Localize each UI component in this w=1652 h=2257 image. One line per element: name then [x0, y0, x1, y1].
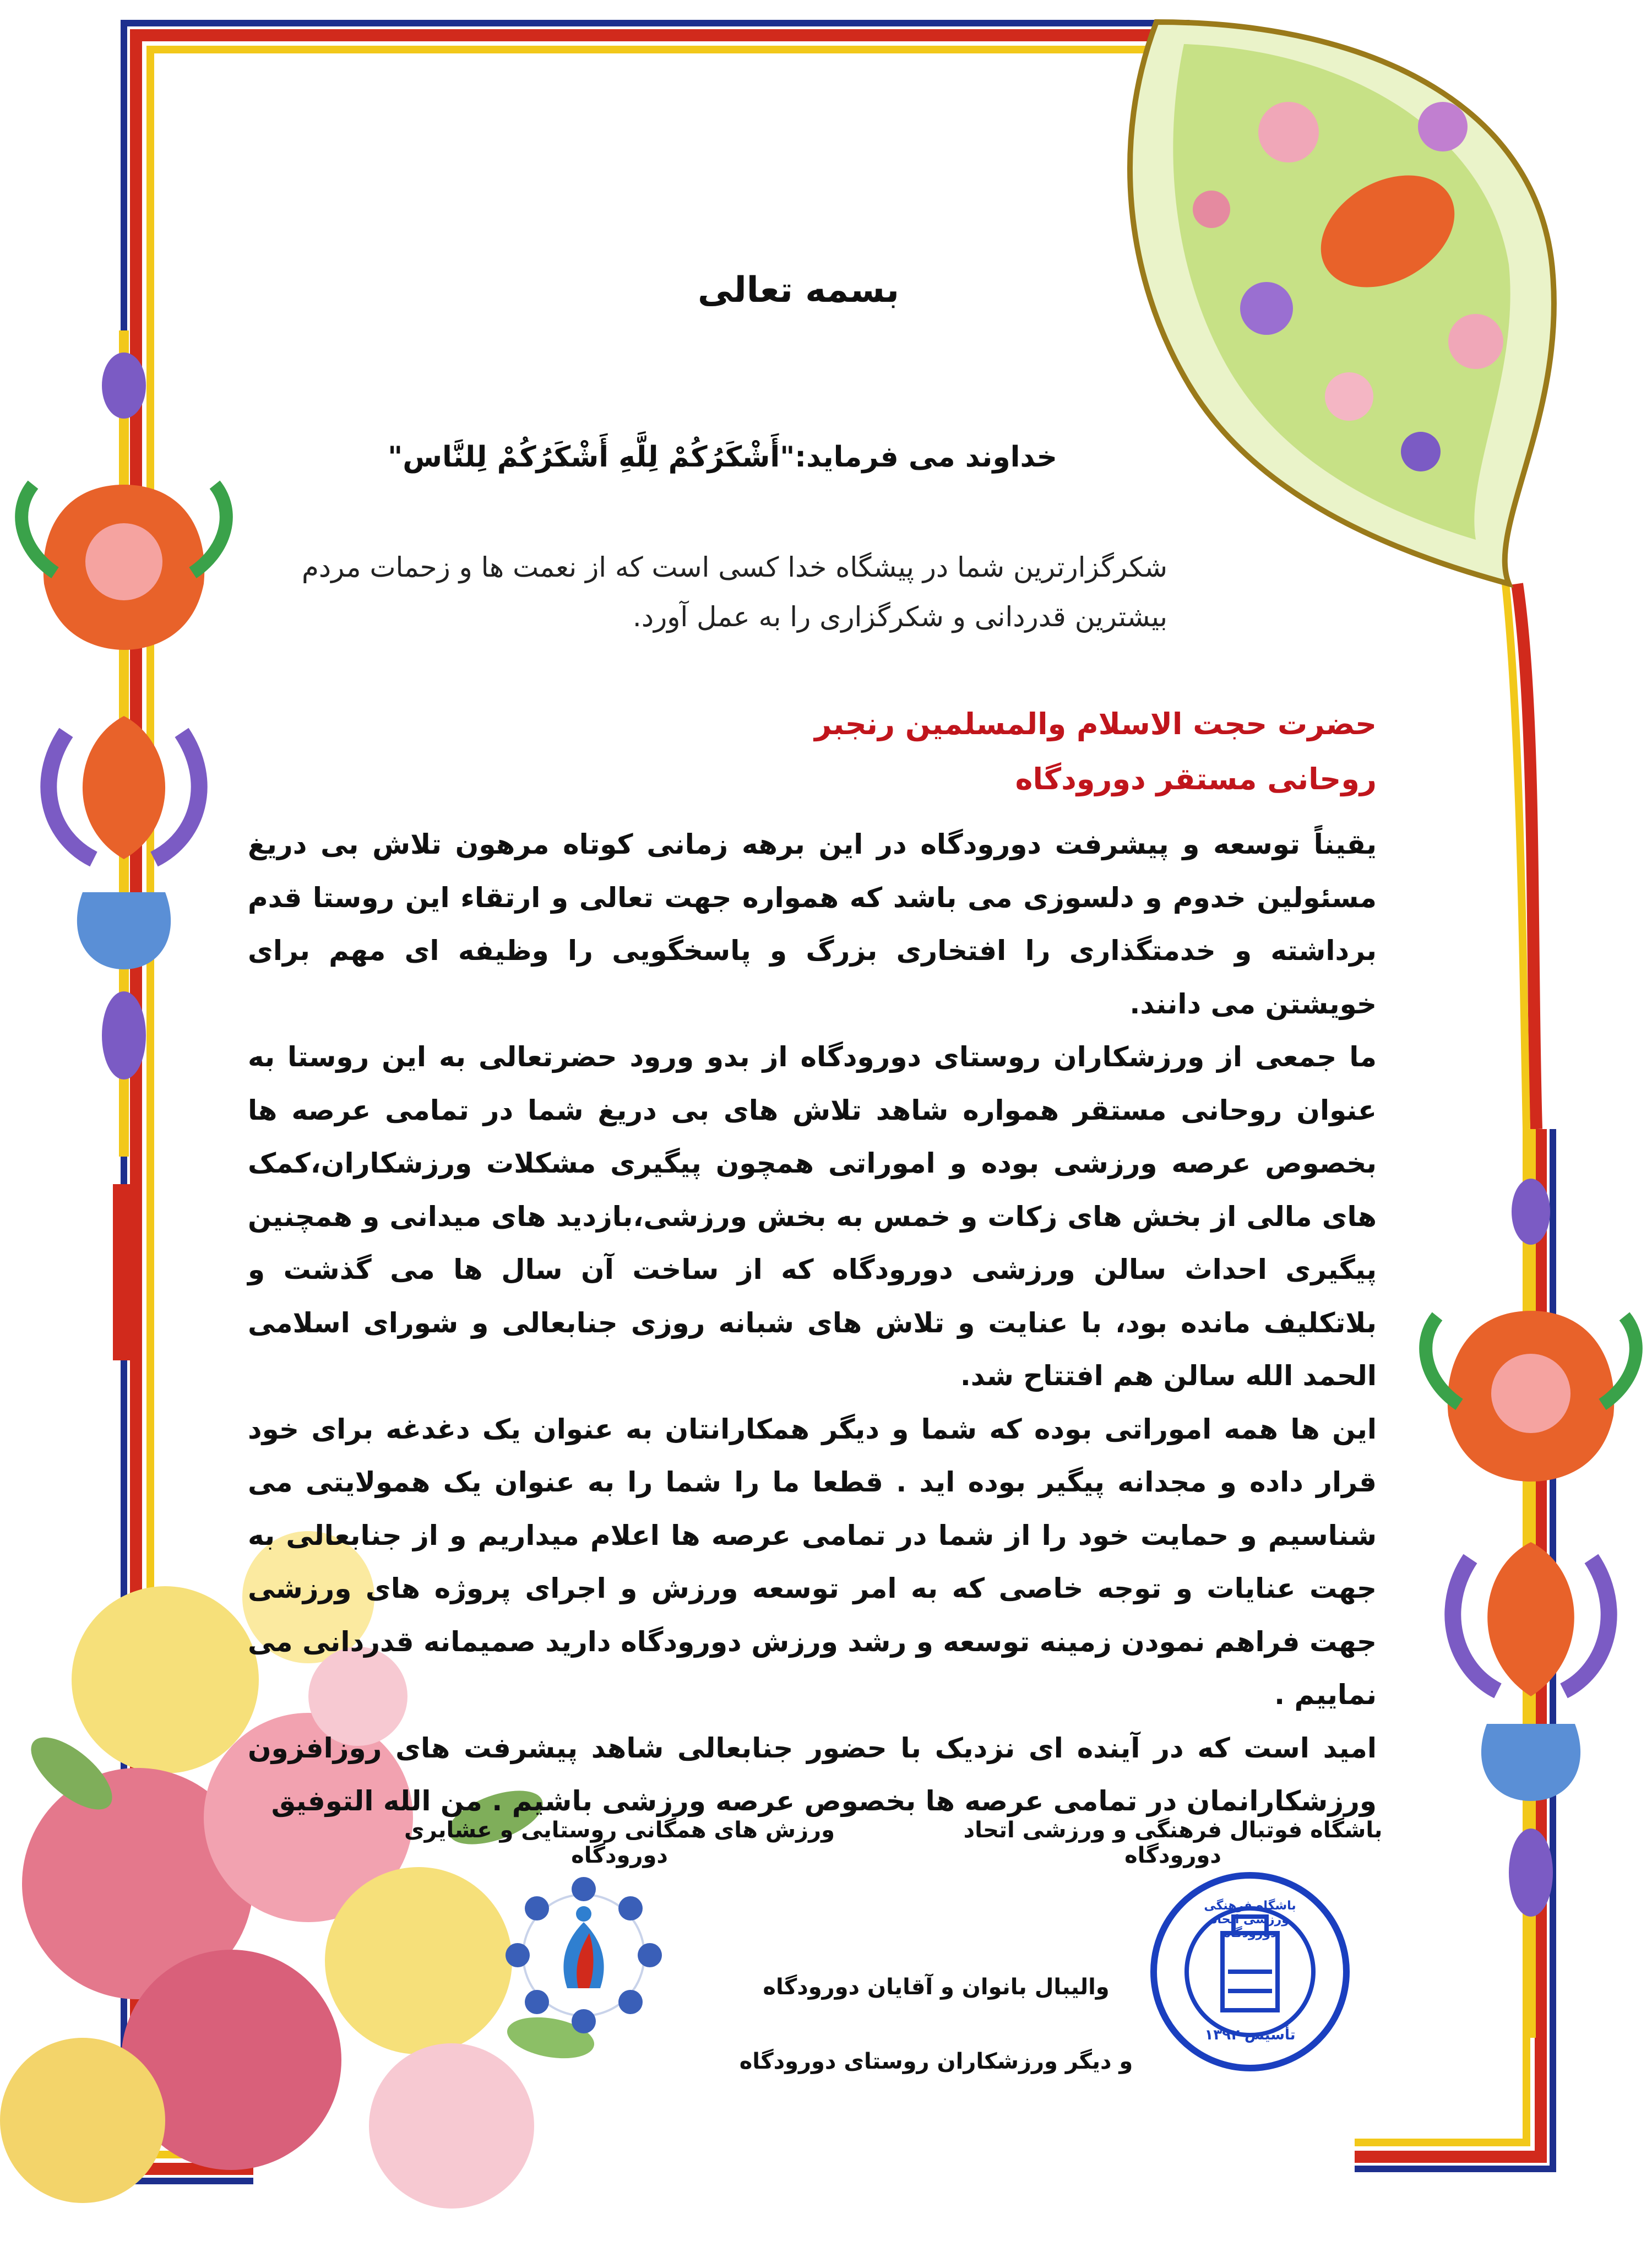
signature-volleyball: والیبال بانوان و آقایان دورودگاه	[763, 1974, 1110, 2000]
page-heading: بسمه تعالی	[697, 270, 900, 311]
body-paragraph-1: یقیناً توسعه و پیشرفت دورودگاه در این برهه زمانی کوتاه مرهون تلاش بی دریغ مسئولین خدوم و دلسوزی می باشد که همواره جهت تعالی و ارتقاء این روستا قدم برداشته و خدمتگذاری را افتخاری بزرگ و پاسخگویی را وظیفه ای مهم برای خویشتن می دانند.	[248, 828, 1377, 1020]
sports-logo	[506, 1877, 662, 2033]
signature-others: و دیگر ورزشکاران روستای دورودگاه	[739, 2049, 1133, 2074]
stamp-bottom-text: تأسیس ۱۳۹۲	[1204, 2027, 1296, 2043]
body-paragraph-4: امید است که در آینده ای نزدیک با حضور جنابعالی شاهد پیشرفت های روزافزون ورزشکارانمان در تمامی عرصه ها بخصوص عرصه ورزشی باشیم . من الله التوفیق	[248, 1732, 1377, 1817]
body-paragraph-2: ما جمعی از ورزشکاران روستای دورودگاه از بدو ورود حضرتعالی به این روستا به عنوان روحانی مستقر همواره شاهد تلاش های بی دریغ شما در تمامی عرصه ها بخصوص عرصه ورزشی بوده و اموراتی همچون پیگیری مشکلات ورزشکاران،کمک های مالی از بخش های زکات و خمس به بخش ورزشی،بازدید های میدانی و همچنین پیگیری احداث سالن ورزشی دورودگاه که از ساخت آن سال ها می گذشت و بلاتکلیف مانده بود، با عنایت و تلاش های شبانه روزی جنابعالی و شورای اسلامی الحمد الله سالن هم افتتاح شد.	[248, 1041, 1377, 1392]
stamp-top-text: باشگاه فرهنگی ورزشی اتحاد دورودگاه	[1204, 1899, 1296, 1940]
body-paragraph-3: این ها همه اموراتی بوده که شما و دیگر همکارانتان به عنوان یک دغدغه برای خود قرار داده و مجدانه پیگیر بوده اید . قطعا ما را شما را به عنوان یک همولایتی می شناسیم و حمایت خود را از شما در تمامی عرصه ها اعلام میداریم و از جنابعالی به جهت عنایات و توجه خاصی که به امر توسعه ورزش و اجرای پروژه های ورزشی جهت فراهم نمودن زمینه توسعه و رشد ورزش دورودگاه دارید صمیمانه قدردانی می نماییم .	[248, 1413, 1377, 1711]
signature-rural-sports: ورزش های همگانی روستایی و عشایری دورودگاه	[404, 1817, 835, 1868]
signature-club: باشگاه فوتبال فرهنگی و ورزشی اتحاد دورودگاه	[963, 1817, 1383, 1868]
quran-quote: خداوند می فرماید:"أَشْكَرُكُمْ لِلَّهِ أَشْكَرُكُمْ لِلنَّاس"	[388, 441, 1057, 474]
recipient-block	[551, 697, 1377, 807]
letter-body	[248, 818, 1377, 1828]
floral-ornament-right	[1426, 1129, 1636, 2038]
hadith-text: شکرگزارترین شما در پیشگاه خدا کسی است که از نعمت ها و زحمات مردم بیشترین قدردانی و شکرگزاری را به عمل آورد.	[301, 551, 1167, 633]
floral-ornament-top-right	[1130, 22, 1554, 584]
floral-ornament-left	[21, 330, 226, 1360]
recipient-position: روحانی مستقر دورودگاه	[1015, 762, 1377, 796]
recipient-title: حضرت حجت الاسلام والمسلمین رنجبر	[814, 707, 1377, 741]
